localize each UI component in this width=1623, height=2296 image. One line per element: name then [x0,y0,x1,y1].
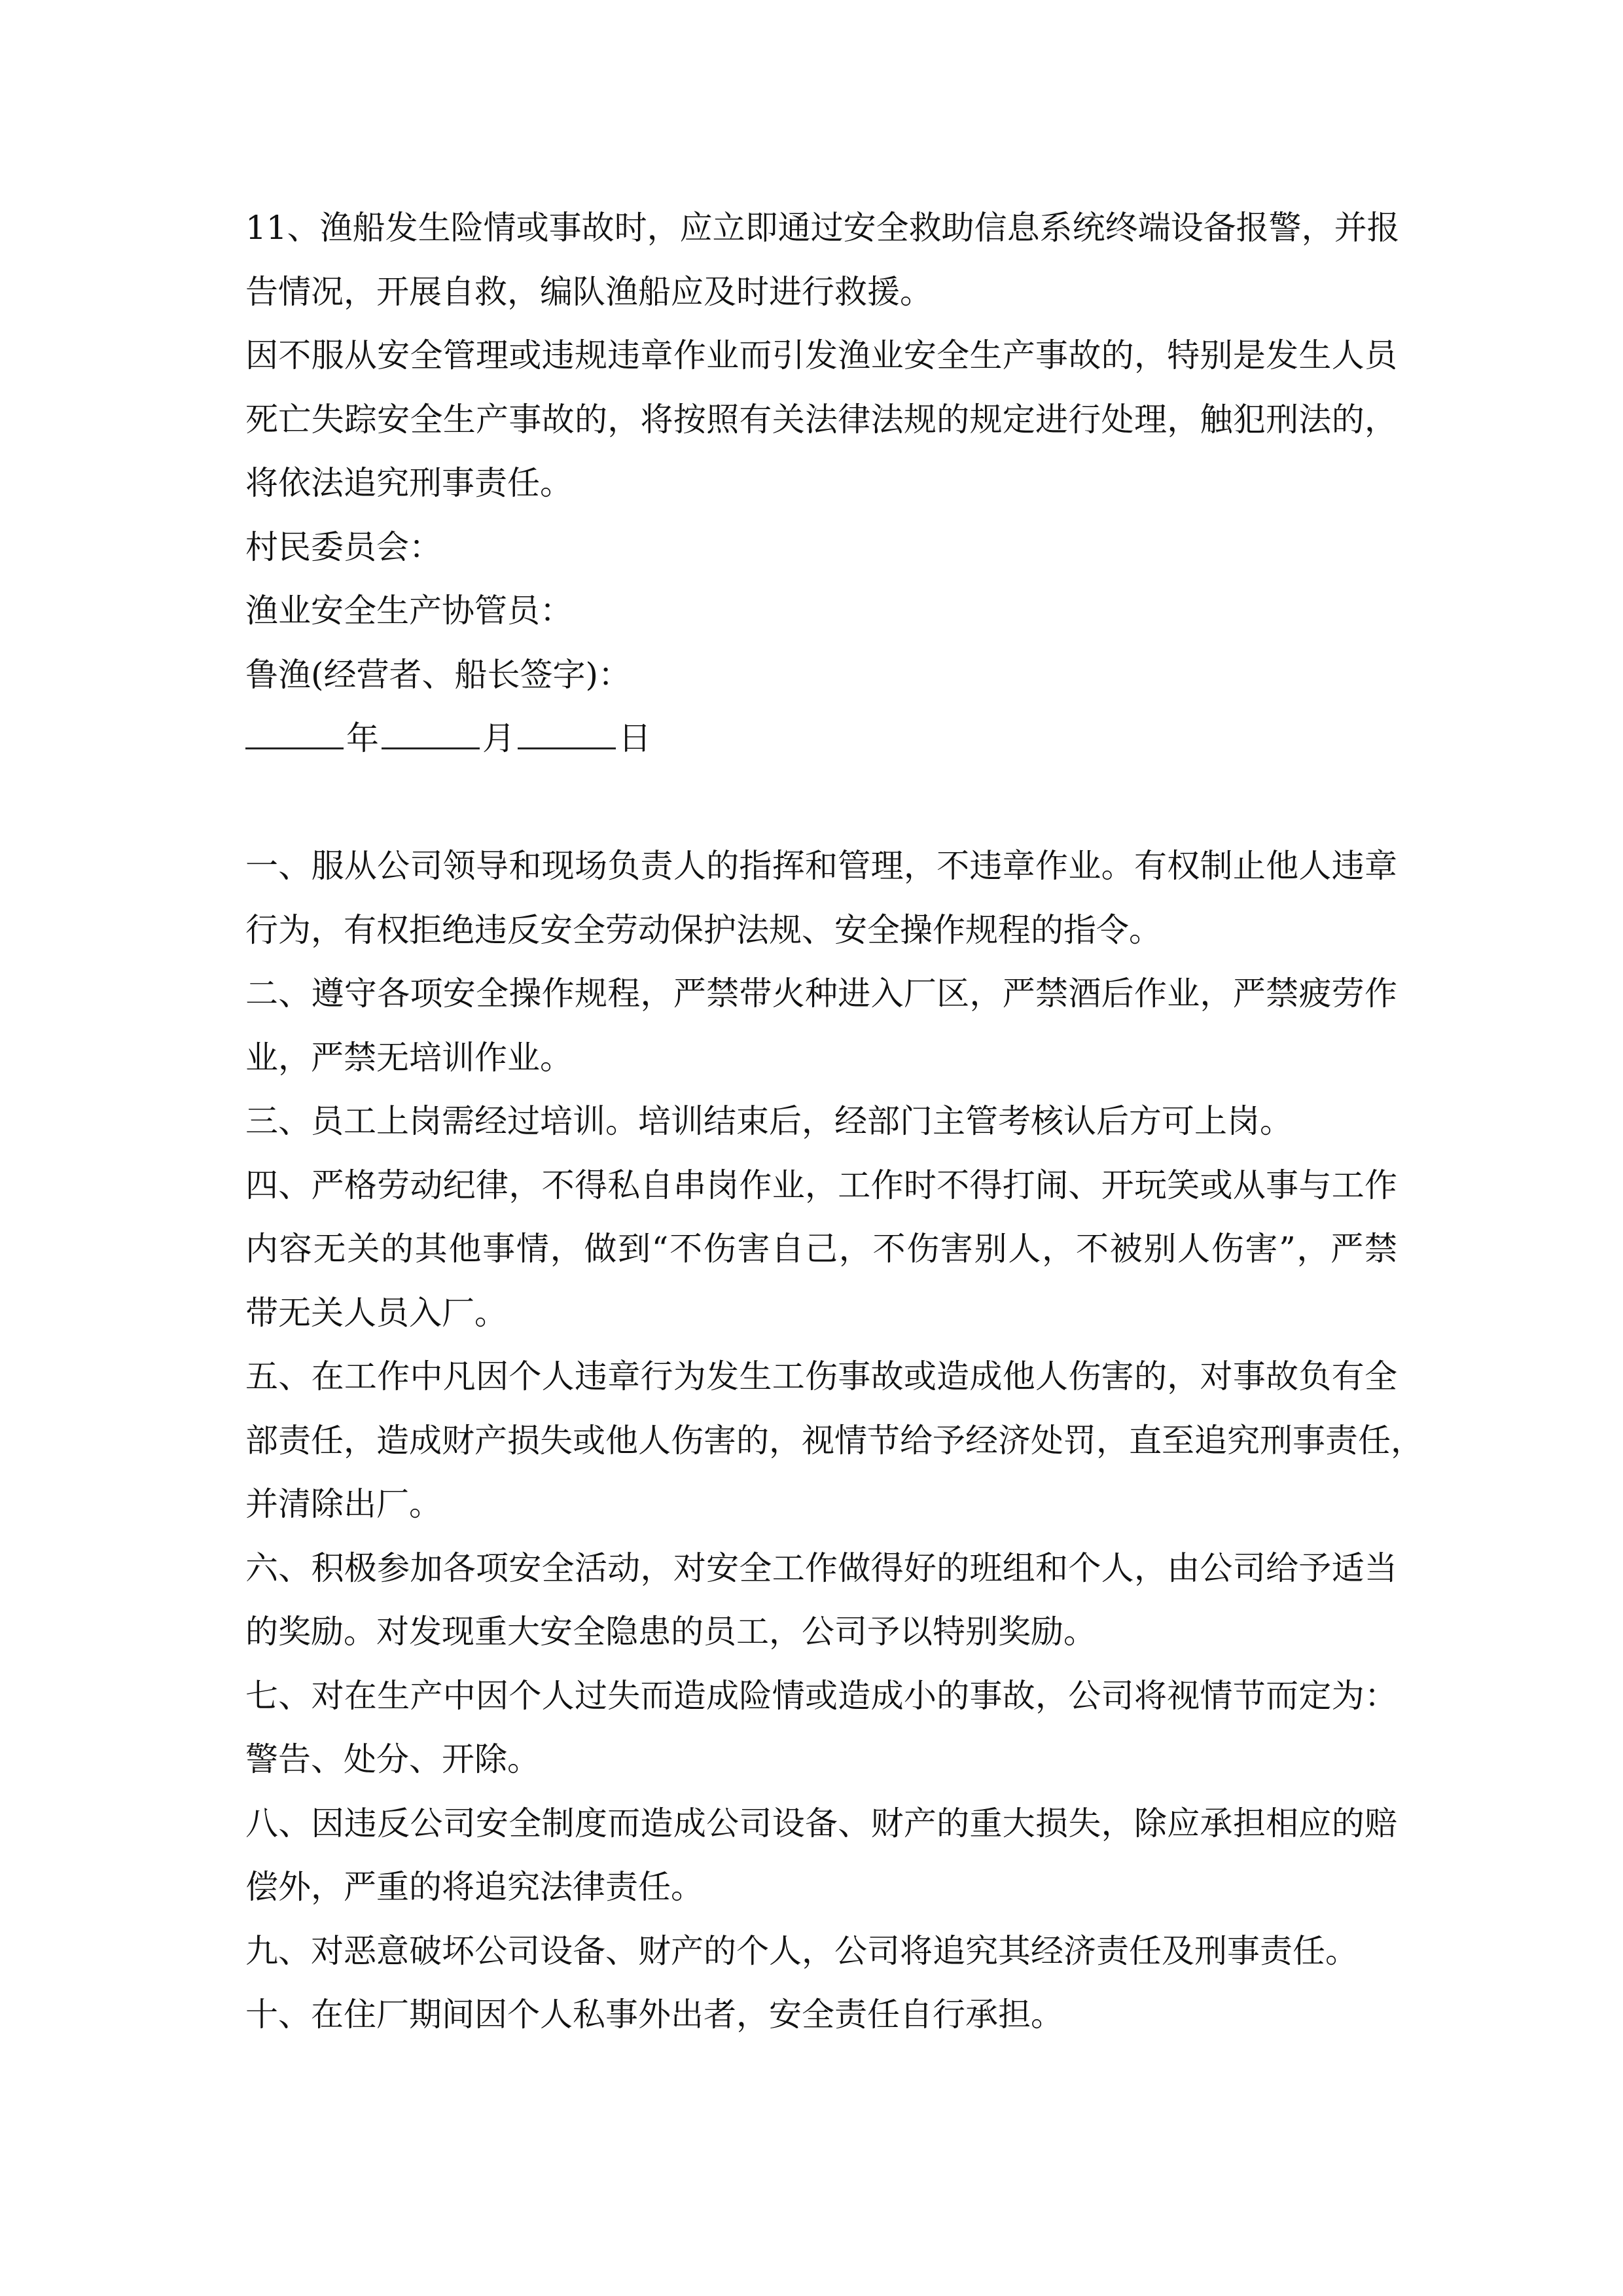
rule-line: 并清除出厂。 [245,1485,442,1523]
signature-block [245,516,1397,771]
paragraph-line: 将依法追究刑事责任。 [245,464,573,502]
operator-signature-label: 鲁渔(经营者、船长签字)： [245,655,632,694]
rule-line: 三、员工上岗需经过培训。培训结束后，经部门主管考核认后方可上岗。 [245,1102,1293,1140]
rule-line: 部责任，造成财产损失或他人伤害的，视情节给予经济处罚，直至追究刑事责任， [245,1421,1423,1460]
section-spacer [245,771,1397,835]
rule-line: 八、因违反公司安全制度而造成公司设备、财产的重大损失，除应承担相应的赔 [245,1804,1397,1842]
rule-line: 六、积极参加各项安全活动，对安全工作做得好的班组和个人，由公司给予适当 [245,1549,1397,1587]
month-label: 月 [482,719,515,757]
rule-line: 偿外，严重的将追究法律责任。 [245,1868,704,1906]
rule-line: 的奖励。对发现重大安全隐患的员工，公司予以特别奖励。 [245,1613,1096,1651]
paragraph-line: 死亡失踪安全生产事故的，将按照有关法律法规的规定进行处理，触犯刑法的， [245,400,1397,439]
rule-line: 一、服从公司领导和现场负责人的指挥和管理，不违章作业。有权制止他人违章 [245,847,1397,885]
fishery-coordinator-label: 渔业安全生产协管员： [245,592,573,630]
year-blank [245,721,344,749]
rule-line: 警告、处分、开除。 [245,1740,540,1778]
document-body [245,196,1423,2047]
workplace-safety-rules [245,834,1423,2047]
day-blank [518,721,616,749]
rule-line: 业，严禁无培训作业。 [245,1038,573,1077]
rule-line: 四、严格劳动纪律，不得私自串岗作业，工作时不得打闹、开玩笑或从事与工作 [245,1166,1397,1204]
rule-line: 十、在住厂期间因个人私事外出者，安全责任自行承担。 [245,1996,1063,2034]
rule-line: 带无关人员入厂。 [245,1293,507,1332]
rule-line: 内容无关的其他事情，做到“不伤害自己，不伤害别人，不被别人伤害”，严禁 [245,1230,1397,1268]
date-line [245,707,1397,771]
rule-line: 五、在工作中凡因个人违章行为发生工伤事故或造成他人伤害的，对事故负有全 [245,1357,1397,1395]
village-committee-label: 村民委员会： [245,528,442,566]
fishery-safety-section [245,196,1400,516]
month-blank [382,721,480,749]
day-label: 日 [618,719,651,757]
rule-line: 七、对在生产中因个人过失而造成险情或造成小的事故，公司将视情节而定为： [245,1676,1397,1715]
rule-line: 二、遵守各项安全操作规程，严禁带火种进入厂区，严禁酒后作业，严禁疲劳作 [245,975,1397,1013]
year-label: 年 [346,719,379,757]
paragraph-line: 11、渔船发生险情或事故时，应立即通过安全救助信息系统终端设备报警，并报 [245,209,1400,247]
paragraph-line: 因不服从安全管理或违规违章作业而引发渔业安全生产事故的，特别是发生人员 [245,336,1397,374]
rule-line: 九、对恶意破坏公司设备、财产的个人，公司将追究其经济责任及刑事责任。 [245,1931,1358,1970]
paragraph-line: 告情况，开展自救，编队渔船应及时进行救援。 [245,272,933,311]
rule-line: 行为，有权拒绝违反安全劳动保护法规、安全操作规程的指令。 [245,910,1162,949]
